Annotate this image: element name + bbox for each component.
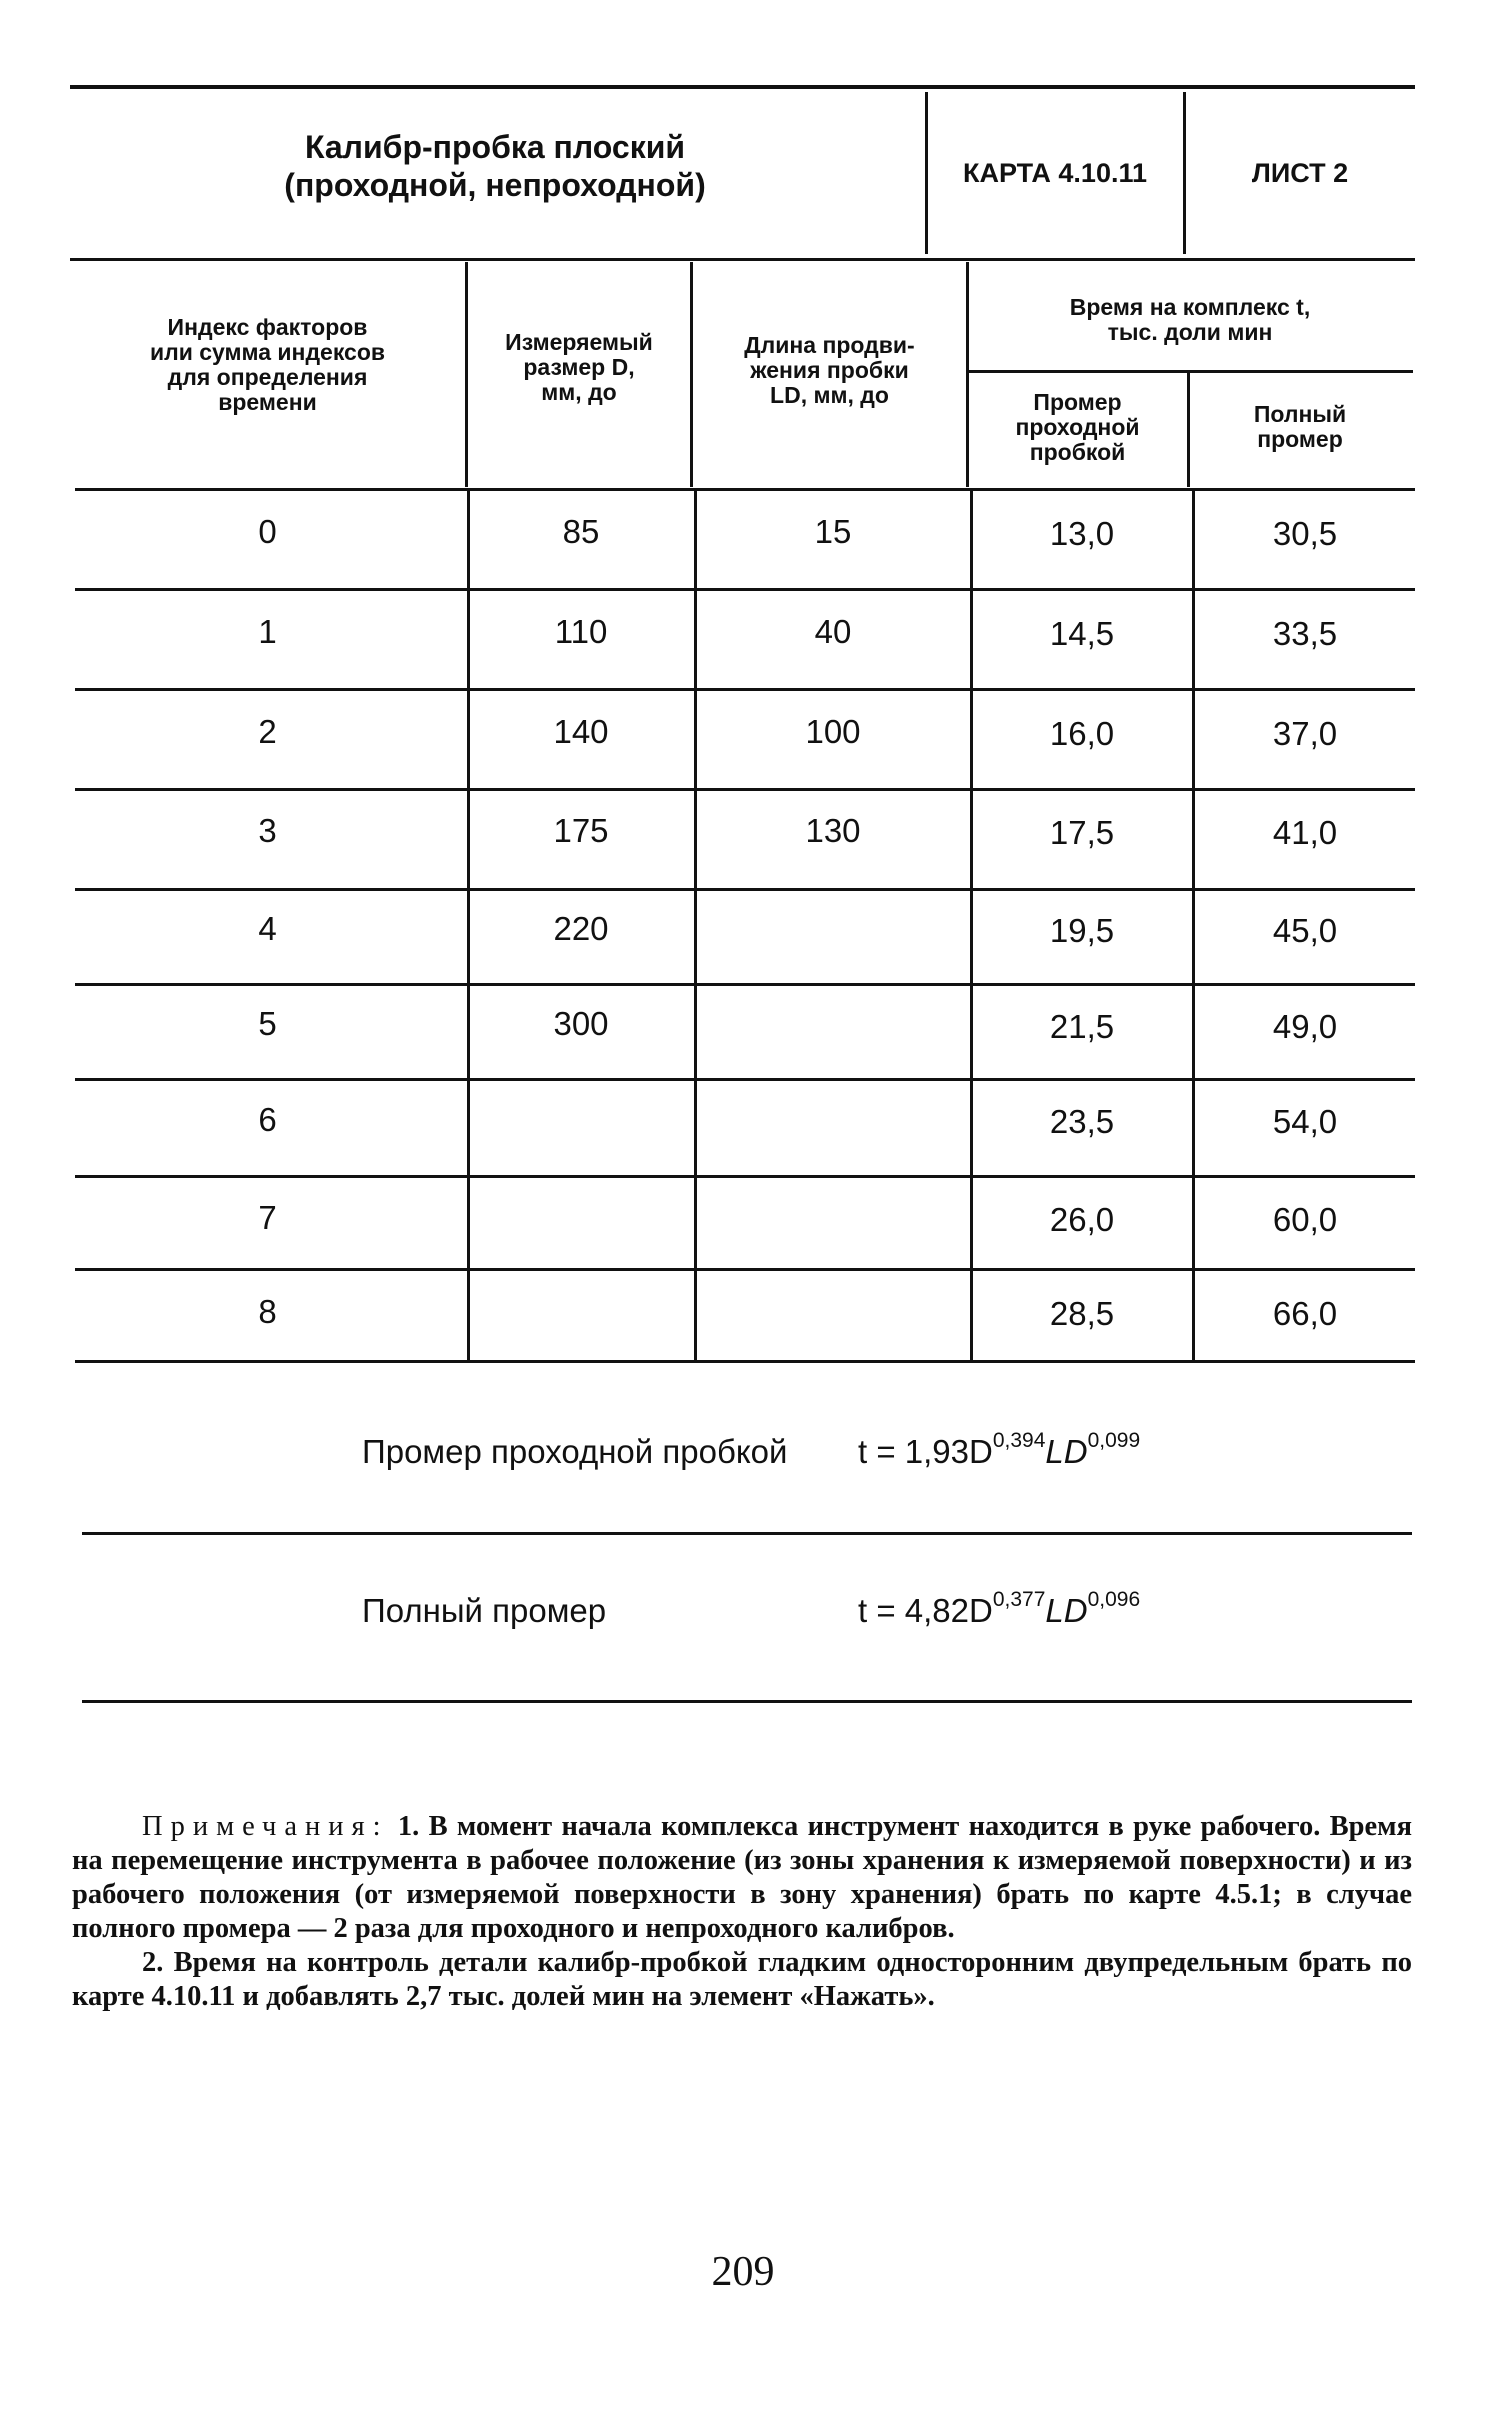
cell-full: 60,0 <box>1272 1201 1338 1238</box>
cell-length: 40 <box>814 613 852 650</box>
cell-full: 66,0 <box>1272 1295 1338 1332</box>
cell-index: 2 <box>258 713 277 750</box>
head-vline-2 <box>690 262 693 487</box>
note-1 <box>72 1810 1412 1946</box>
sheet-number: ЛИСТ 2 <box>1251 158 1349 188</box>
cell-pass: 13,0 <box>1049 515 1115 552</box>
header-divider-1 <box>925 92 928 254</box>
cell-length <box>697 1100 969 1140</box>
card-title-line1: Калибр-пробка плоский <box>304 129 686 165</box>
col-header-pass <box>970 390 1185 465</box>
col-header-full <box>1190 402 1410 452</box>
cell-full: 33,5 <box>1272 615 1338 652</box>
cell-length: 100 <box>805 713 861 750</box>
head-vline-4 <box>1187 372 1190 487</box>
group-header-rule <box>968 370 1413 373</box>
col-header-length-line: Длина продви- <box>744 332 915 358</box>
note-1-text: 1. В момент начала комплекса инструмент находится в руке рабочего. Время на перемещение инструмента в рабочее положение (из зоны хранения к измеряемой поверхности) и из рабочего положения (от измеряемой поверхности в зону хранения) брать по карте 4.5.1; в случае полного промера — 2 раза для проходного и непроходного калибров. <box>72 1811 1413 1944</box>
cell-pass: 14,5 <box>1049 615 1115 652</box>
col-header-index-line: времени <box>218 389 317 415</box>
page-number: 209 <box>711 2249 775 2295</box>
card-number: КАРТА 4.10.11 <box>962 158 1148 188</box>
col-header-pass-line: пробкой <box>1029 439 1126 465</box>
cell-index: 5 <box>258 1005 277 1042</box>
formula-pass-exp1: 0,394 <box>992 1429 1046 1452</box>
col-header-time-line: тыс. доли мин <box>1107 319 1273 345</box>
col-header-index-line: или сумма индексов <box>149 339 386 365</box>
table-bottom-rule <box>75 1360 1415 1363</box>
head-vline-1 <box>465 262 468 487</box>
formula-full-label: Полный промер <box>362 1592 607 1629</box>
cell-full: 54,0 <box>1272 1103 1338 1140</box>
col-header-size-line: мм, до <box>541 379 617 405</box>
cell-pass: 17,5 <box>1049 814 1115 851</box>
cell-full: 41,0 <box>1272 814 1338 851</box>
card-title-line2: (проходной, непроходной) <box>284 167 706 203</box>
note-2 <box>72 1946 1412 2014</box>
cell-length: 15 <box>814 513 852 550</box>
cell-index: 3 <box>258 812 277 849</box>
cell-length: 130 <box>805 812 861 849</box>
formula-pass-ld: LD <box>1045 1433 1088 1470</box>
notes-block <box>72 1810 1412 2014</box>
cell-size: 300 <box>553 1005 609 1042</box>
col-header-index-line: для определения <box>167 364 368 390</box>
row-rule <box>75 788 1415 791</box>
cell-full: 30,5 <box>1272 515 1338 552</box>
col-header-full-line: Полный <box>1253 401 1347 427</box>
cell-full: 49,0 <box>1272 1008 1338 1045</box>
cell-index: 7 <box>258 1199 277 1236</box>
formula-pass-label: Промер проходной пробкой <box>362 1433 788 1470</box>
col-header-length-line: LD, мм, до <box>770 382 889 408</box>
cell-length <box>697 909 969 949</box>
cell-size: 140 <box>553 713 609 750</box>
col-header-size-line: размер D, <box>523 354 635 380</box>
col-header-pass-line: проходной <box>1015 414 1140 440</box>
row-rule <box>75 1078 1415 1081</box>
col-header-length-line: жения пробки <box>750 357 909 383</box>
card-title <box>70 128 920 204</box>
cell-pass: 28,5 <box>1049 1295 1115 1332</box>
formula-full-exp1: 0,377 <box>992 1588 1046 1611</box>
header-top-rule <box>70 85 1415 89</box>
col-header-size <box>468 330 690 405</box>
row-rule <box>75 1175 1415 1178</box>
cell-pass: 23,5 <box>1049 1103 1115 1140</box>
cell-size: 220 <box>553 910 609 947</box>
cell-size <box>470 1292 692 1332</box>
cell-index: 6 <box>258 1101 277 1138</box>
cell-pass: 21,5 <box>1049 1008 1115 1045</box>
col-header-full-line: промер <box>1257 426 1343 452</box>
cell-size: 175 <box>553 812 609 849</box>
cell-index: 8 <box>258 1293 277 1330</box>
cell-length <box>697 1004 969 1044</box>
formula-full-exp2: 0,096 <box>1087 1588 1141 1611</box>
formula-pass <box>858 1429 1141 1471</box>
table-header-bottom-rule <box>75 488 1415 491</box>
row-rule <box>75 888 1415 891</box>
col-header-index-line: Индекс факторов <box>167 314 368 340</box>
formula-rule-2 <box>82 1700 1412 1703</box>
formula-pass-exp2: 0,099 <box>1087 1429 1141 1452</box>
header-divider-2 <box>1183 92 1186 254</box>
note-2-text: 2. Время на контроль детали калибр-пробкой гладким односторонним двупредельным брать по карте 4.10.11 и добавлять 2,7 тыс. долей мин на элемент «Нажать». <box>72 1947 1412 2012</box>
head-vline-3 <box>966 262 969 487</box>
cell-pass: 16,0 <box>1049 715 1115 752</box>
col-header-index <box>70 315 465 415</box>
header-bottom-rule <box>70 258 1415 261</box>
col-header-size-line: Измеряемый <box>505 329 653 355</box>
cell-pass: 26,0 <box>1049 1201 1115 1238</box>
cell-size: 110 <box>554 613 608 650</box>
cell-index: 1 <box>258 613 277 650</box>
col-header-time-line: Время на комплекс t, <box>1069 294 1311 320</box>
cell-length <box>697 1198 969 1238</box>
cell-pass: 19,5 <box>1049 912 1115 949</box>
row-rule <box>75 983 1415 986</box>
cell-length <box>697 1292 969 1332</box>
formula-rule-1 <box>82 1532 1412 1535</box>
cell-index: 0 <box>258 513 277 550</box>
formula-full <box>858 1588 1141 1630</box>
cell-size <box>470 1100 692 1140</box>
formula-pass-prefix: t = 1,93D <box>858 1433 993 1470</box>
cell-full: 37,0 <box>1272 715 1338 752</box>
formula-full-ld: LD <box>1045 1592 1088 1629</box>
row-rule <box>75 588 1415 591</box>
cell-size <box>470 1198 692 1238</box>
col-header-pass-line: Промер <box>1033 389 1122 415</box>
col-header-length <box>692 333 967 408</box>
cell-full: 45,0 <box>1272 912 1338 949</box>
row-rule <box>75 688 1415 691</box>
cell-size: 85 <box>562 513 600 550</box>
row-rule <box>75 1268 1415 1271</box>
notes-heading: Примечания: <box>142 1811 389 1842</box>
formula-full-prefix: t = 4,82D <box>858 1592 993 1629</box>
cell-index: 4 <box>258 910 277 947</box>
col-header-time-group <box>970 295 1410 345</box>
